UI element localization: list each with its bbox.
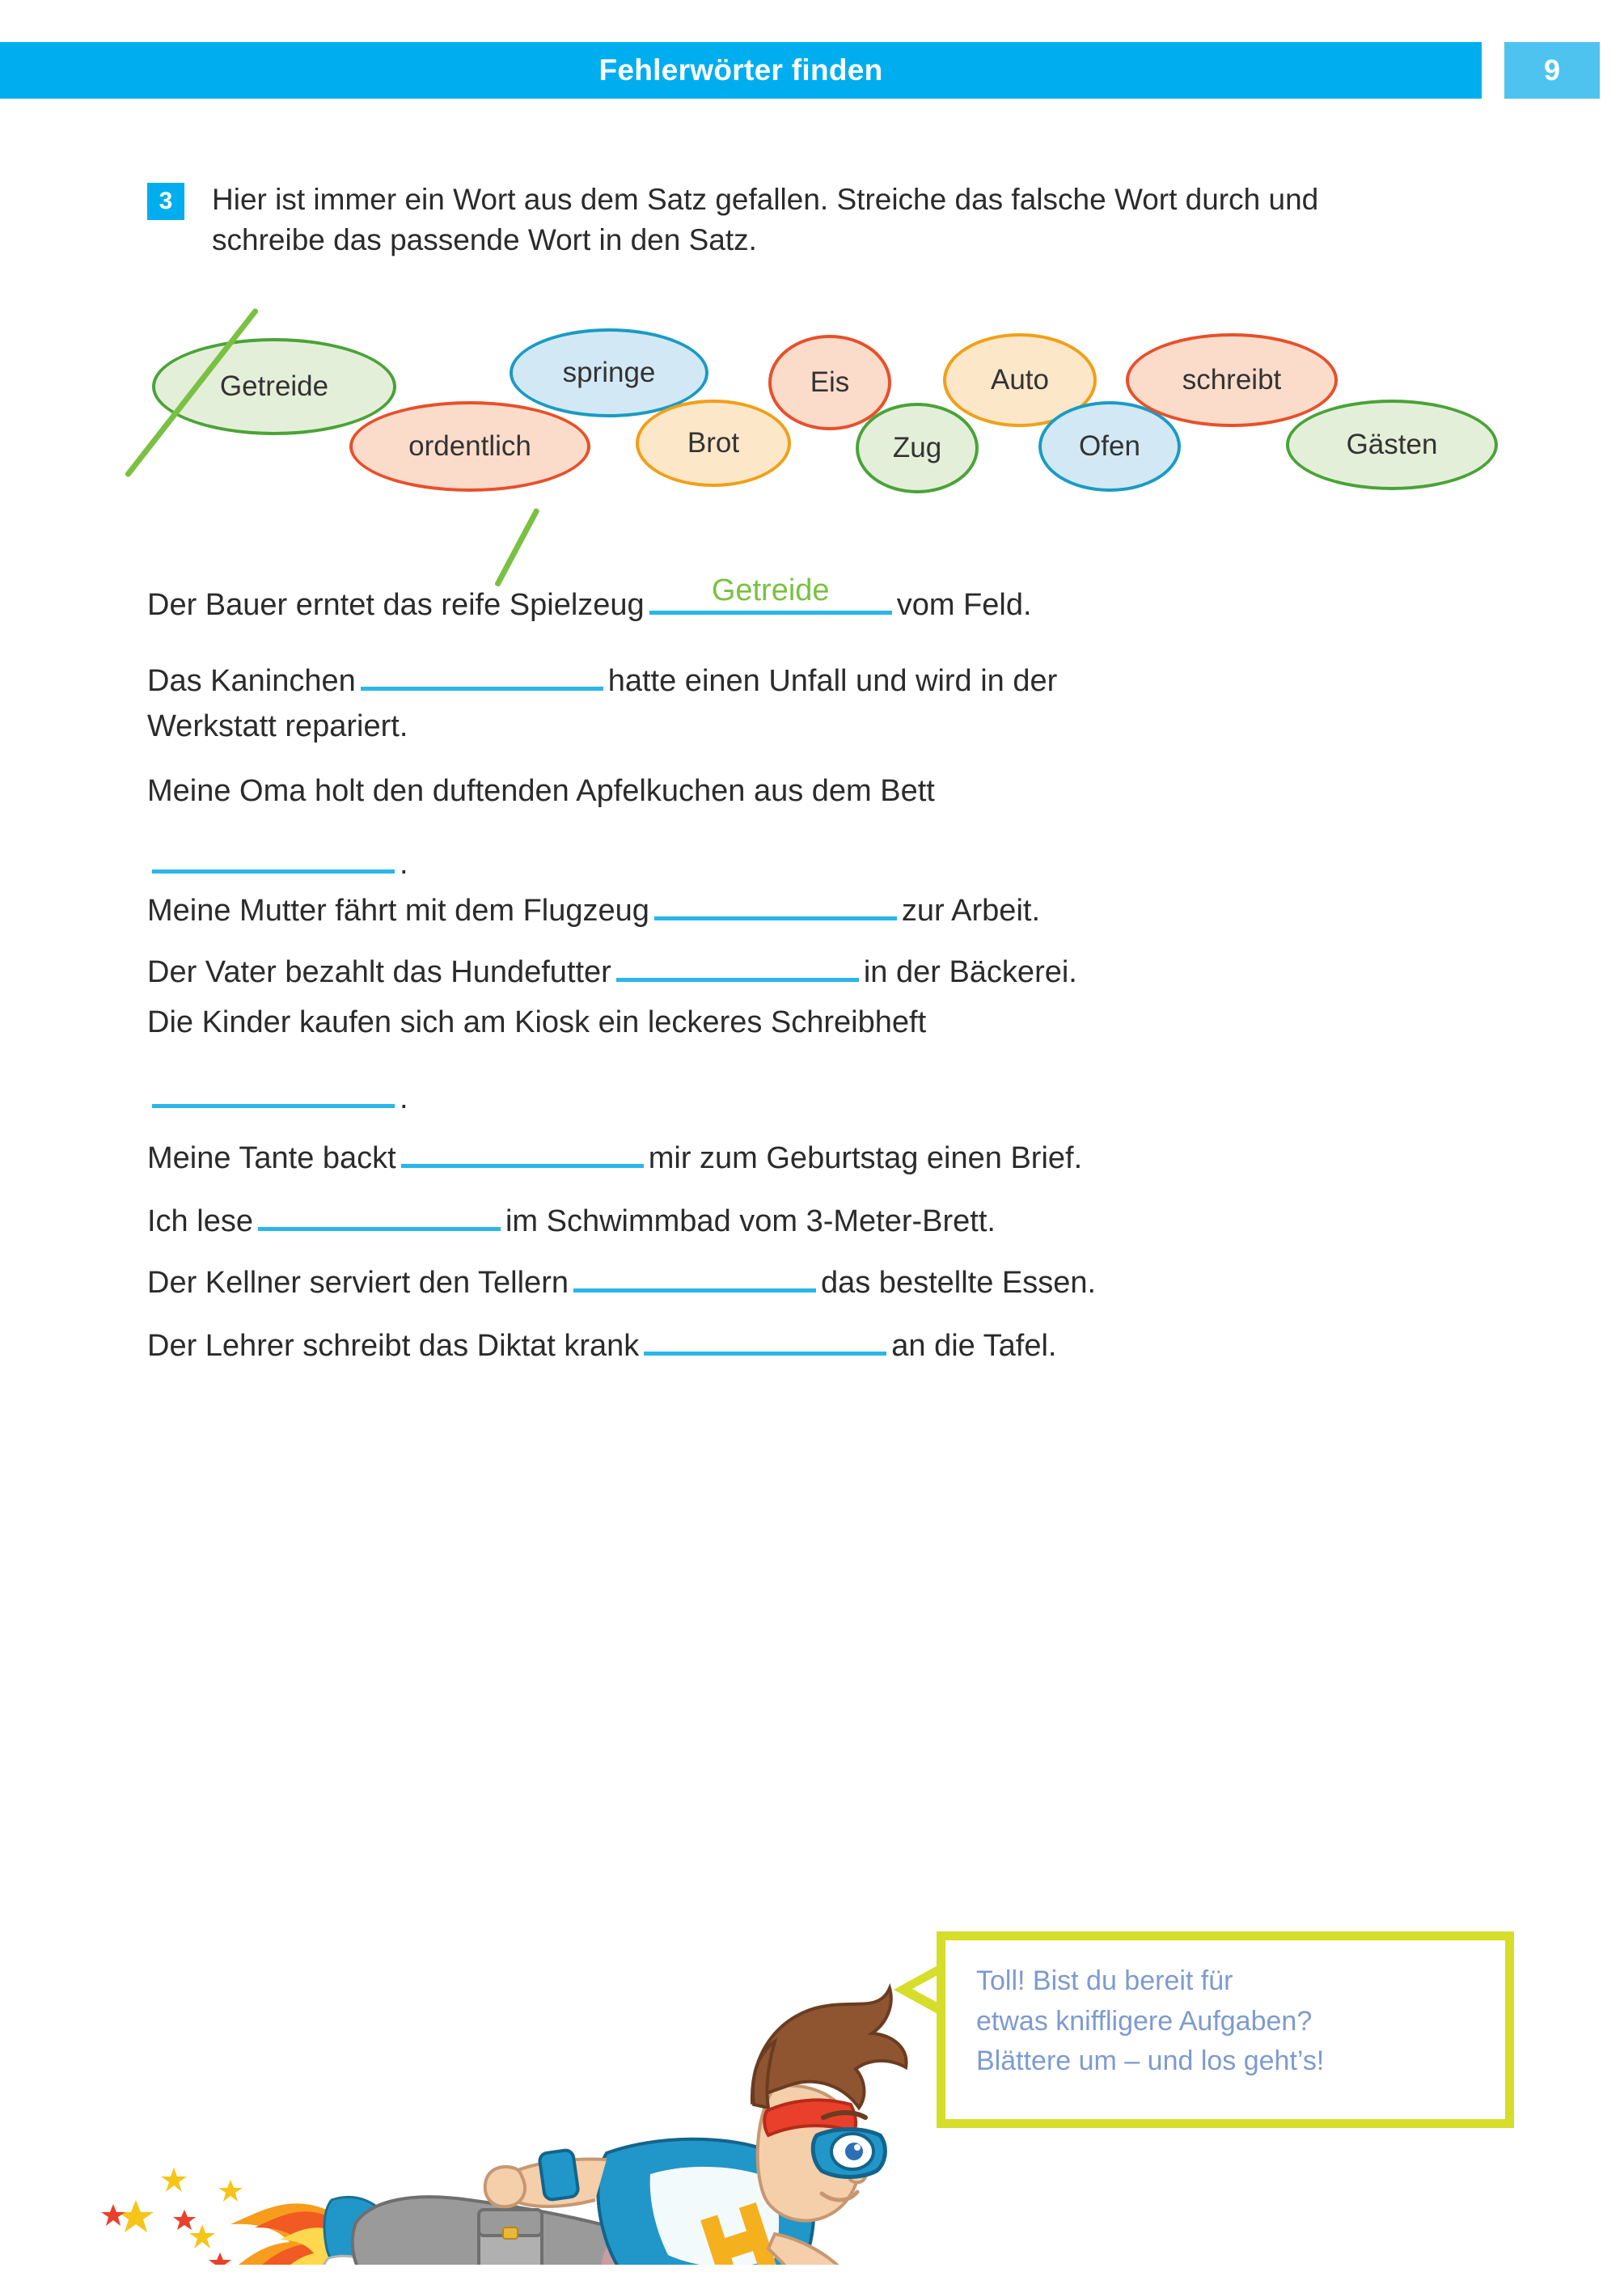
word-bubble-label: Auto bbox=[991, 364, 1049, 396]
answer-blank[interactable] bbox=[573, 1256, 816, 1292]
task-instruction-block bbox=[147, 180, 1457, 260]
sentence-text-before: Die Kinder kaufen sich am Kiosk ein leckeres Schreibheft bbox=[147, 1005, 927, 1039]
sentence-text-before: Werkstatt repariert. bbox=[147, 709, 408, 743]
word-bubble-label: schreibt bbox=[1182, 364, 1282, 396]
sentence-text-before: Der Bauer erntet das reife Spielzeug bbox=[147, 588, 645, 622]
speech-line-3: Blättere um – und los geht’s! bbox=[976, 2046, 1325, 2077]
speech-bubble-text bbox=[976, 1961, 1491, 2082]
word-bubble-label: springe bbox=[562, 357, 656, 388]
word-bubble-zug[interactable] bbox=[856, 403, 979, 493]
sentence-row bbox=[147, 1256, 1096, 1298]
hero-back-arm-icon bbox=[485, 2149, 607, 2206]
hero-hair-icon bbox=[752, 1988, 907, 2108]
word-bubble-label: Ofen bbox=[1079, 430, 1140, 462]
word-bubble-label: Brot bbox=[687, 427, 740, 459]
sentence-row bbox=[147, 573, 1032, 622]
page-number-label: 9 bbox=[1543, 53, 1561, 87]
handwritten-answer: Getreide bbox=[711, 573, 830, 607]
sentence-text-after: . bbox=[400, 847, 408, 881]
sentence-text-after: . bbox=[400, 1081, 408, 1115]
word-bubble-label: Getreide bbox=[219, 370, 329, 402]
speech-line-2: etwas kniffligere Aufgaben? bbox=[976, 2005, 1313, 2037]
word-bubble-brot[interactable] bbox=[636, 400, 791, 487]
sentence-text-before: Meine Tante backt bbox=[147, 1141, 396, 1175]
sentence-row bbox=[147, 776, 935, 806]
blue-goggles-icon bbox=[813, 2130, 885, 2177]
word-bubble-ordentlich[interactable] bbox=[349, 401, 590, 492]
sentence-text-after: vom Feld. bbox=[896, 588, 1032, 622]
word-bubble-label: ordentlich bbox=[408, 430, 531, 462]
answer-blank[interactable] bbox=[401, 1132, 644, 1168]
sentence-text-after: das bestellte Essen. bbox=[820, 1266, 1097, 1300]
answer-blank[interactable] bbox=[644, 1319, 886, 1356]
answer-blank[interactable] bbox=[616, 946, 859, 982]
page-header-bar bbox=[0, 42, 1482, 99]
sentence-row bbox=[147, 884, 1040, 926]
speech-bubble bbox=[937, 1931, 1514, 2128]
word-bubble-pool bbox=[0, 324, 1624, 550]
sentence-text-after: im Schwimmbad vom 3-Meter-Brett. bbox=[505, 1204, 996, 1238]
sentence-row bbox=[147, 837, 408, 879]
page-number-badge bbox=[1504, 42, 1600, 99]
sentence-text-after: an die Tafel. bbox=[891, 1329, 1057, 1363]
sentence-text-before: Das Kaninchen bbox=[147, 664, 356, 698]
sentence-row bbox=[147, 711, 408, 742]
answer-blank[interactable] bbox=[361, 654, 603, 691]
word-bubble-label: Zug bbox=[892, 432, 942, 463]
flying-superhero-illustration bbox=[89, 1844, 914, 2265]
sentence-text-after: hatte einen Unfall und wird in der bbox=[607, 664, 1058, 698]
task-number-badge: 3 bbox=[147, 183, 184, 220]
sentence-row bbox=[147, 1132, 1082, 1174]
word-bubble-label: Eis bbox=[810, 366, 850, 398]
task-instruction-text: Hier ist immer ein Wort aus dem Satz gefallen. Streiche das falsche Wort durch und schreibe das passende Wort in den Satz. bbox=[212, 183, 1319, 256]
answer-blank[interactable] bbox=[649, 573, 892, 615]
answer-blank[interactable] bbox=[152, 1072, 395, 1108]
word-bubble-label: Gästen bbox=[1346, 429, 1438, 460]
speech-line-1: Toll! Bist du bereit für bbox=[976, 1965, 1233, 1996]
sentence-row bbox=[147, 1007, 926, 1038]
sentence-text-after: zur Arbeit. bbox=[901, 894, 1040, 928]
sentence-text-before: Der Kellner serviert den Tellern bbox=[147, 1266, 569, 1300]
sentence-row bbox=[147, 946, 1077, 988]
sentence-row bbox=[147, 1319, 1056, 1361]
word-bubble-getreide[interactable] bbox=[152, 338, 396, 435]
page-title: Fehlerwörter finden bbox=[598, 53, 883, 87]
hero-front-arm-icon bbox=[768, 2234, 857, 2265]
sentence-text-after: in der Bäckerei. bbox=[863, 955, 1077, 989]
answer-blank[interactable] bbox=[654, 884, 897, 920]
sentence-row bbox=[147, 1195, 996, 1237]
sparkle-stars-icon bbox=[118, 2168, 243, 2249]
sentence-text-after: mir zum Geburtstag einen Brief. bbox=[648, 1141, 1083, 1175]
word-bubble-schreibt[interactable] bbox=[1126, 333, 1338, 427]
sentence-row bbox=[147, 654, 1057, 696]
sentence-row bbox=[147, 1072, 408, 1114]
answer-blank[interactable] bbox=[152, 837, 395, 874]
word-bubble-gästen[interactable] bbox=[1286, 400, 1498, 490]
sentence-text-before: Der Lehrer schreibt das Diktat krank bbox=[147, 1329, 640, 1363]
answer-blank[interactable] bbox=[258, 1195, 501, 1231]
sentence-text-before: Meine Mutter fährt mit dem Flugzeug bbox=[147, 894, 649, 928]
sentence-text-before: Meine Oma holt den duftenden Apfelkuchen aus dem Bett bbox=[147, 774, 935, 808]
sentence-text-before: Der Vater bezahlt das Hundefutter bbox=[147, 955, 611, 989]
sentence-text-before: Ich lese bbox=[147, 1204, 253, 1238]
